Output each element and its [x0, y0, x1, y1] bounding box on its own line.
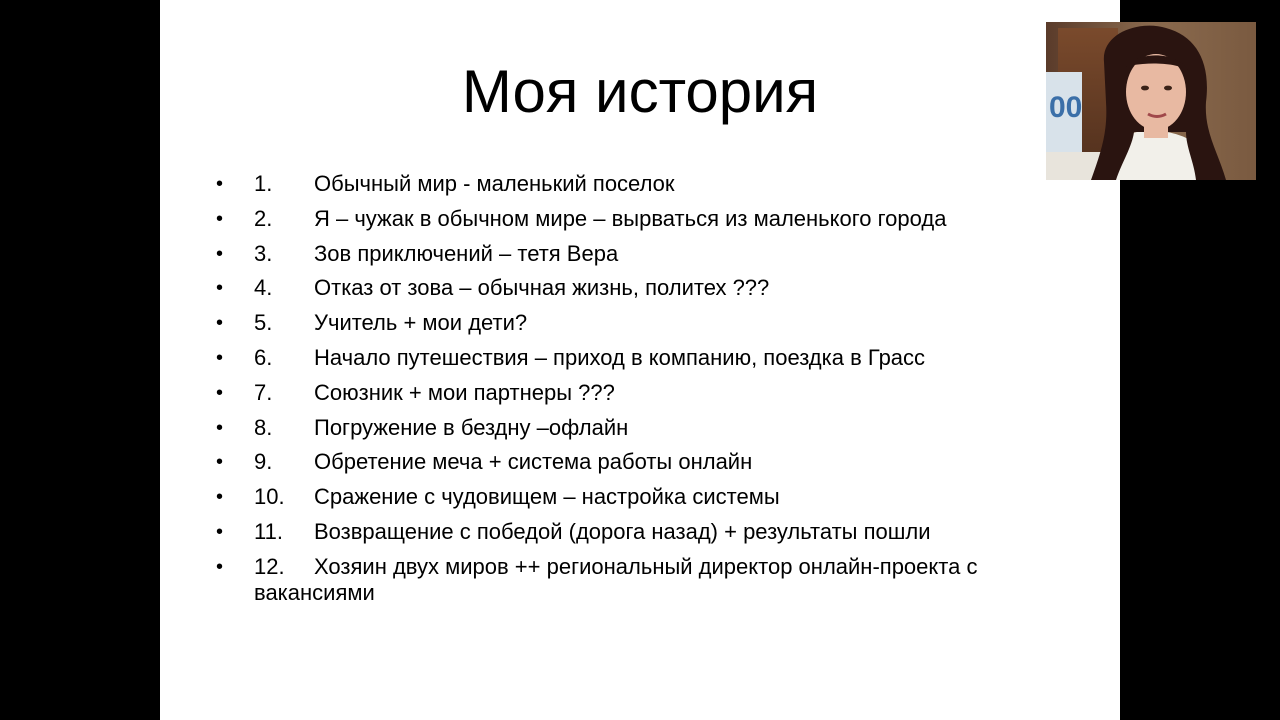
- item-number: 4.: [254, 275, 273, 301]
- webcam-video: [1046, 22, 1256, 180]
- item-number: 12.: [254, 553, 285, 579]
- item-text: Зов приключений – тетя Вера: [314, 240, 619, 266]
- item-number: 2.: [254, 205, 273, 231]
- item-text: Отказ от зова – обычная жизнь, политех ???: [314, 275, 770, 301]
- item-number: 9.: [254, 449, 273, 475]
- item-number: 3.: [254, 240, 273, 266]
- presentation-slide: [160, 0, 1120, 720]
- list-item: [216, 206, 1056, 232]
- list-item: [216, 380, 1056, 406]
- item-text: Возвращение с победой (дорога назад) + результаты пошли: [314, 518, 931, 544]
- list-item: [216, 449, 1056, 475]
- item-number: 1.: [254, 171, 273, 196]
- story-list: [216, 171, 1056, 615]
- list-item: [216, 171, 1056, 197]
- bullet-icon: •: [216, 207, 224, 230]
- bullet-icon: •: [216, 312, 224, 335]
- bullet-icon: •: [216, 381, 224, 404]
- item-text: Хозяин двух миров ++ региональный директор онлайн-проекта с вакансиями: [254, 553, 978, 605]
- item-text: Я – чужак в обычном мире – вырваться из маленького города: [314, 205, 947, 231]
- list-item: [216, 345, 1056, 371]
- item-number: 7.: [254, 379, 273, 405]
- item-number: 5.: [254, 310, 273, 336]
- bullet-icon: •: [216, 242, 224, 265]
- item-number: 10.: [254, 484, 285, 510]
- item-number: 11.: [254, 518, 283, 544]
- list-item: [216, 275, 1056, 301]
- item-number: 6.: [254, 344, 273, 370]
- item-text: Обычный мир - маленький поселок: [314, 171, 675, 196]
- list-item: [216, 554, 1056, 606]
- item-number: 8.: [254, 414, 273, 440]
- list-item: [216, 310, 1056, 336]
- bullet-icon: •: [216, 486, 224, 509]
- list-item: [216, 519, 1056, 545]
- item-text: Начало путешествия – приход в компанию, поездка в Грасс: [314, 344, 926, 370]
- webcam-scene: [1046, 22, 1256, 180]
- sign-text: 00: [1049, 91, 1083, 124]
- item-text: Обретение меча + система работы онлайн: [314, 449, 753, 475]
- item-text: Погружение в бездну –офлайн: [314, 414, 629, 440]
- slide-title: Моя история: [461, 58, 819, 125]
- item-text: Сражение с чудовищем – настройка системы: [314, 484, 780, 510]
- bullet-icon: •: [216, 520, 224, 543]
- list-item: [216, 415, 1056, 441]
- bullet-icon: •: [216, 346, 224, 369]
- bullet-icon: •: [216, 173, 224, 195]
- list-item: [216, 241, 1056, 267]
- bullet-icon: •: [216, 277, 224, 300]
- bullet-icon: •: [216, 555, 224, 578]
- item-text: Союзник + мои партнеры ???: [314, 379, 615, 405]
- bullet-icon: •: [216, 416, 224, 439]
- list-item: [216, 484, 1056, 510]
- bullet-icon: •: [216, 451, 224, 474]
- item-text: Учитель + мои дети?: [314, 310, 528, 336]
